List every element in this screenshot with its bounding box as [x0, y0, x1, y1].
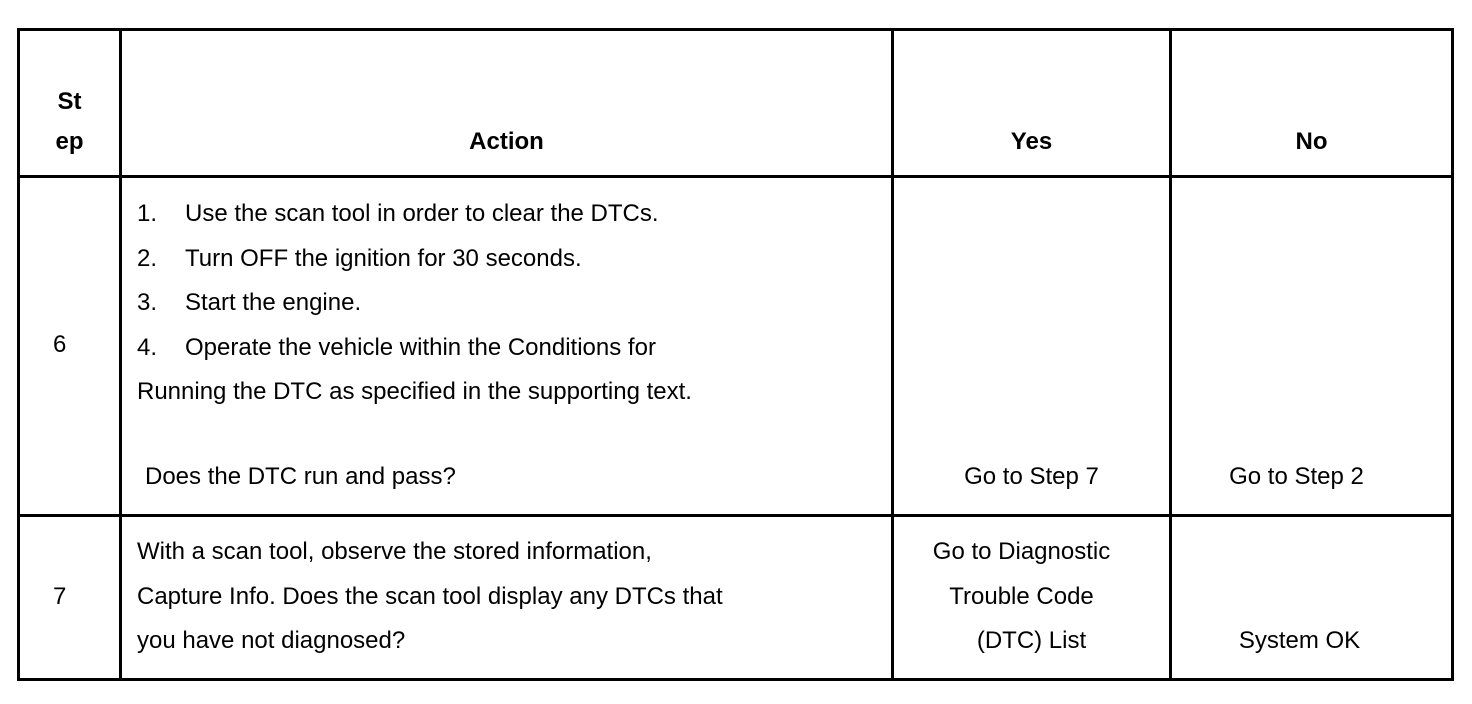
header-action: Action: [469, 128, 544, 155]
row-7-yes-line-3: (DTC) List: [976, 627, 1087, 654]
table-border-right: [1451, 28, 1454, 681]
list-item: 4. Operate the vehicle within the Conditions for: [137, 333, 656, 361]
table-border-top: [17, 28, 1454, 31]
row-6-action-list: [137, 192, 659, 370]
diagnostic-table: [17, 28, 1454, 681]
header-no: No: [1295, 128, 1328, 155]
row-6-action-continuation: Running the DTC as specified in the supporting text.: [137, 378, 692, 405]
header-step-line-1: St: [57, 88, 82, 115]
row-6-no: Go to Step 2: [1229, 463, 1364, 490]
header-yes: Yes: [1010, 128, 1053, 155]
list-item: 1. Use the scan tool in order to clear the DTCs.: [137, 200, 659, 227]
row-7-action: [137, 530, 723, 664]
row-6-question: Does the DTC run and pass?: [145, 463, 456, 490]
list-item: 3. Start the engine.: [137, 289, 362, 316]
row-6-step: 6: [53, 331, 67, 358]
list-item: 2. Turn OFF the ignition for 30 seconds.: [137, 244, 582, 272]
row-7-yes-line-2: Trouble Code: [949, 582, 1094, 610]
row-7-step: 7: [53, 583, 67, 610]
row-6-yes: Go to Step 7: [964, 463, 1099, 490]
row-7-yes-line-1: Go to Diagnostic: [932, 538, 1111, 565]
table-border-bottom: [17, 678, 1454, 681]
header-step: [20, 82, 119, 162]
row-7-action-line-1: With a scan tool, observe the stored information,: [137, 538, 652, 565]
header-step-line-2: ep: [55, 128, 84, 155]
row-7-action-line-2: Capture Info. Does the scan tool display any DTCs that: [137, 582, 723, 610]
row-7-yes: [894, 530, 1149, 664]
row-7-action-line-3: you have not diagnosed?: [137, 627, 406, 654]
row-7-no: System OK: [1238, 627, 1361, 654]
row-divider: [17, 514, 1454, 517]
header-divider: [17, 175, 1454, 178]
